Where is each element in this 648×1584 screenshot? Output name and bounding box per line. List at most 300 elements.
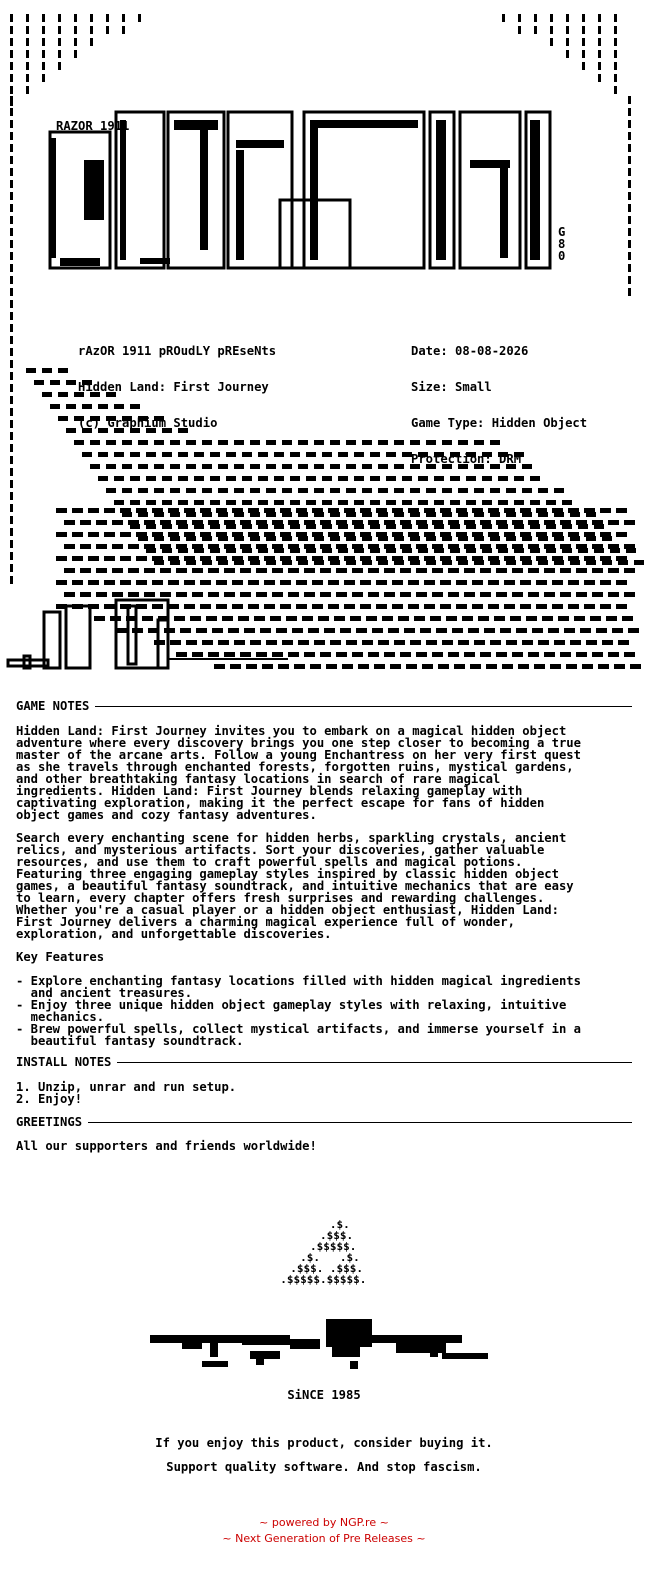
logo-block (530, 120, 540, 260)
brick-dash (160, 544, 171, 549)
brick-dash (112, 520, 123, 525)
left-border-dashes (10, 336, 13, 344)
brick-dash (464, 544, 475, 549)
brick-dash (88, 580, 99, 585)
brick-dash (600, 556, 611, 561)
brick-dash (320, 592, 331, 597)
game-notes-paragraph-1: Hidden Land: First Journey invites you to embark on a magical hidden object adventure where every discovery brings you one step closer to becoming a true master of the arcane arts. Follow a young Enchantress on her very first quest as she travels through enchanted forests, forgotten ruins, mystical gardens, and other breathtaking fantasy locations in search of rare magical ingredients. Hidden Land: First Journey blends relaxing gameplay with captivating exploration, making it the perfect escape for fans of hidden object games and cozy fantasy adventures. (16, 724, 581, 822)
brick-dash (464, 568, 475, 573)
brick-dash (190, 616, 201, 621)
top-right-stair (598, 38, 601, 46)
brick-dash (128, 544, 139, 549)
brick-dash (518, 664, 529, 669)
install-steps: 1. Unzip, unrar and run setup. 2. Enjoy! (16, 1080, 237, 1106)
terrain-dash (314, 440, 324, 445)
brick-dash (410, 640, 421, 645)
logo-block (50, 138, 56, 258)
brick-dash (400, 520, 411, 525)
brick-dash (336, 652, 347, 657)
top-left-stair (42, 50, 45, 58)
brick-dash (608, 652, 619, 657)
brick-dash (552, 604, 563, 609)
brick-dash (160, 592, 171, 597)
top-right-stair (582, 62, 585, 70)
razor-footer-logo (150, 1317, 492, 1371)
brick-dash (598, 664, 609, 669)
buy-line: If you enjoy this product, consider buying it. (155, 1436, 493, 1450)
brick-dash (206, 616, 217, 621)
brick-dash (240, 568, 251, 573)
brick-dash (416, 568, 427, 573)
brick-dash (392, 508, 403, 513)
brick-dash (456, 580, 467, 585)
brick-dash (392, 556, 403, 561)
left-border-dashes (10, 204, 13, 212)
left-border-dashes (10, 528, 13, 536)
brick-dash (542, 616, 553, 621)
brick-dash (366, 616, 377, 621)
brick-dash (360, 508, 371, 513)
brick-dash (528, 520, 539, 525)
left-border-dashes (10, 348, 13, 356)
logo-block (200, 130, 208, 250)
brick-dash (368, 592, 379, 597)
brick-dash (208, 544, 219, 549)
top-right-stair (518, 14, 521, 22)
top-left-stair (42, 38, 45, 46)
brick-dash (260, 628, 271, 633)
top-left-stair (42, 14, 45, 22)
divider (117, 1062, 632, 1063)
brick-dash (408, 604, 419, 609)
brick-dash (622, 616, 633, 621)
top-right-stair (534, 14, 537, 22)
brick-dash (104, 508, 115, 513)
brick-dash (510, 616, 521, 621)
brick-dash (612, 628, 623, 633)
terrain-dash (106, 488, 116, 493)
brick-dash (584, 556, 595, 561)
install-notes-heading (16, 1055, 632, 1069)
terrain-dash (170, 488, 180, 493)
brick-dash (120, 508, 131, 513)
logo-block (470, 160, 510, 168)
left-border-dashes (10, 144, 13, 152)
brick-dash (424, 532, 435, 537)
brick-dash (296, 508, 307, 513)
brick-dash (424, 604, 435, 609)
since-line: SiNCE 1985 (287, 1388, 361, 1402)
brick-dash (96, 568, 107, 573)
brick-dash (534, 664, 545, 669)
brick-dash (608, 544, 619, 549)
brick-dash (180, 628, 191, 633)
brick-dash (184, 556, 195, 561)
brick-dash (152, 532, 163, 537)
terrain-dash (634, 560, 644, 565)
brick-dash (576, 544, 587, 549)
terrain-dash (418, 500, 428, 505)
top-left-stair (26, 74, 29, 82)
terrain-dash (202, 488, 212, 493)
brick-dash (376, 532, 387, 537)
brick-dash (262, 664, 273, 669)
brick-dash (404, 628, 415, 633)
left-border-dashes (10, 492, 13, 500)
brick-dash (552, 508, 563, 513)
logo-block (500, 168, 508, 258)
top-left-stair (90, 26, 93, 34)
brick-dash (256, 520, 267, 525)
left-border-dashes (10, 372, 13, 380)
ngp-tagline: ~ Next Generation of Pre Releases ~ (222, 1532, 426, 1545)
brick-dash (328, 580, 339, 585)
right-border-dashes (628, 252, 631, 260)
brick-dash (426, 640, 437, 645)
brick-dash (552, 580, 563, 585)
terrain-dash (370, 452, 380, 457)
terrain-dash (122, 464, 132, 469)
left-border-dashes (10, 360, 13, 368)
top-right-stair (614, 14, 617, 22)
terrain-dash (130, 452, 140, 457)
brick-dash (432, 592, 443, 597)
terrain-dash (90, 464, 100, 469)
brick-dash (446, 616, 457, 621)
brick-dash (230, 664, 241, 669)
brick-dash (436, 628, 447, 633)
left-border-dashes (10, 384, 13, 392)
brick-dash (408, 580, 419, 585)
brick-dash (584, 532, 595, 537)
top-left-stair (10, 74, 13, 82)
brick-dash (264, 580, 275, 585)
top-right-stair (614, 38, 617, 46)
brick-dash (576, 592, 587, 597)
terrain-dash (442, 488, 452, 493)
left-border-dashes (10, 192, 13, 200)
right-border-dashes (628, 264, 631, 272)
brick-dash (360, 532, 371, 537)
brick-dash (246, 664, 257, 669)
brick-dash (232, 580, 243, 585)
brick-dash (336, 544, 347, 549)
terrain-dash (146, 452, 156, 457)
brick-dash (346, 640, 357, 645)
brick-dash (304, 592, 315, 597)
top-right-stair (598, 74, 601, 82)
left-border-dashes (10, 420, 13, 428)
brick-dash (304, 520, 315, 525)
brick-dash (536, 580, 547, 585)
brick-dash (216, 604, 227, 609)
top-left-stair (58, 38, 61, 46)
brick-dash (592, 544, 603, 549)
terrain-dash (434, 500, 444, 505)
logo-block (236, 150, 244, 260)
brick-dash (330, 640, 341, 645)
brick-dash (616, 604, 627, 609)
brick-dash (144, 568, 155, 573)
terrain-dash (306, 452, 316, 457)
left-border-dashes (10, 324, 13, 332)
brick-dash (438, 664, 449, 669)
terrain-dash (138, 464, 148, 469)
left-border-dashes (10, 180, 13, 188)
brick-dash (288, 568, 299, 573)
terrain-dash (386, 452, 396, 457)
terrain-dash (58, 416, 68, 421)
right-border-dashes (628, 168, 631, 176)
left-border-dashes (10, 396, 13, 404)
brick-dash (432, 652, 443, 657)
brick-dash (296, 556, 307, 561)
brick-dash (104, 604, 115, 609)
brick-dash (312, 532, 323, 537)
brick-dash (590, 616, 601, 621)
terrain-dash (482, 500, 492, 505)
release-info-block (411, 321, 587, 477)
right-border-dashes (628, 240, 631, 248)
brick-dash (400, 568, 411, 573)
right-border-dashes (628, 108, 631, 116)
brick-dash (376, 580, 387, 585)
logo-outline (168, 112, 224, 268)
terrain-dash (234, 488, 244, 493)
left-border-dashes (10, 540, 13, 548)
terrain-dash (490, 488, 500, 493)
brick-dash (480, 544, 491, 549)
brick-dash (614, 664, 625, 669)
top-left-stair (58, 14, 61, 22)
brick-dash (496, 520, 507, 525)
brick-dash (568, 580, 579, 585)
top-left-stair (10, 38, 13, 46)
terrain-dash (258, 476, 268, 481)
brick-dash (202, 640, 213, 645)
left-border-dashes (10, 456, 13, 464)
footer-logo-block (242, 1335, 290, 1345)
brick-dash (520, 532, 531, 537)
group-tag: RAZOR 1911 (56, 119, 130, 133)
terrain-dash (66, 428, 76, 433)
brick-dash (560, 544, 571, 549)
brick-dash (308, 628, 319, 633)
top-left-stair (74, 14, 77, 22)
terrain-dash (114, 476, 124, 481)
brick-dash (248, 556, 259, 561)
brick-dash (88, 556, 99, 561)
terrain-dash (210, 476, 220, 481)
brick-dash (184, 604, 195, 609)
brick-dash (394, 640, 405, 645)
footer-logo-block (150, 1335, 242, 1343)
terrain-dash (386, 500, 396, 505)
terrain-dash (362, 440, 372, 445)
brick-dash (458, 640, 469, 645)
terrain-dash (554, 488, 564, 493)
brick-dash (72, 556, 83, 561)
brick-dash (192, 652, 203, 657)
terrain-dash (274, 476, 284, 481)
top-left-stair (26, 26, 29, 34)
brick-dash (582, 664, 593, 669)
logo-outline (304, 112, 424, 268)
footer-logo-block (332, 1347, 360, 1357)
left-border-dashes (10, 276, 13, 284)
brick-dash (496, 652, 507, 657)
terrain-dash (322, 476, 332, 481)
top-left-stair (10, 50, 13, 58)
brick-dash (464, 592, 475, 597)
terrain-dash (282, 488, 292, 493)
brick-dash (360, 580, 371, 585)
terrain-dash (298, 464, 308, 469)
brick-dash (392, 604, 403, 609)
right-border-dashes (628, 144, 631, 152)
brick-dash (488, 556, 499, 561)
brick-dash (224, 568, 235, 573)
brick-dash (502, 664, 513, 669)
left-border-dashes (10, 564, 13, 572)
top-right-stair (598, 50, 601, 58)
brick-dash (440, 604, 451, 609)
terrain-dash (154, 488, 164, 493)
brick-dash (168, 556, 179, 561)
brick-dash (480, 592, 491, 597)
brick-dash (456, 556, 467, 561)
brick-dash (472, 532, 483, 537)
brick-dash (192, 568, 203, 573)
brick-dash (462, 616, 473, 621)
brick-dash (208, 592, 219, 597)
brick-dash (112, 568, 123, 573)
brick-dash (408, 556, 419, 561)
brick-dash (176, 568, 187, 573)
brick-dash (240, 520, 251, 525)
brick-dash (344, 532, 355, 537)
right-border-dashes (628, 276, 631, 284)
brick-dash (256, 544, 267, 549)
brick-dash (488, 604, 499, 609)
brick-dash (320, 520, 331, 525)
brick-dash (176, 544, 187, 549)
brick-dash (488, 532, 499, 537)
terrain-dash (298, 488, 308, 493)
brick-dash (64, 520, 75, 525)
brick-dash (56, 508, 67, 513)
footer-logo-block (202, 1361, 228, 1367)
terrain-dash (322, 452, 332, 457)
terrain-dash (250, 488, 260, 493)
top-left-stair (106, 14, 109, 22)
top-left-stair (26, 38, 29, 46)
right-border-dashes (628, 288, 631, 296)
footer-logo-block (326, 1319, 372, 1347)
top-left-stair (122, 14, 125, 22)
brick-dash (340, 628, 351, 633)
brick-dash (384, 568, 395, 573)
left-border-dashes (10, 240, 13, 248)
brick-dash (448, 568, 459, 573)
terrain-dash (322, 500, 332, 505)
top-right-stair (582, 14, 585, 22)
brick-dash (456, 604, 467, 609)
brick-dash (224, 592, 235, 597)
brick-dash (240, 544, 251, 549)
brick-dash (328, 508, 339, 513)
brick-dash (208, 652, 219, 657)
brick-dash (606, 616, 617, 621)
terrain-dash (338, 452, 348, 457)
right-border-dashes (628, 156, 631, 164)
brick-dash (314, 640, 325, 645)
greetings-heading (16, 1115, 632, 1129)
brick-dash (344, 508, 355, 513)
terrain-dash (42, 392, 52, 397)
brick-dash (104, 580, 115, 585)
brick-dash (536, 604, 547, 609)
brick-dash (72, 532, 83, 537)
brick-dash (104, 532, 115, 537)
brick-dash (416, 520, 427, 525)
top-left-stair (58, 26, 61, 34)
top-right-stair (582, 50, 585, 58)
terrain-dash (330, 464, 340, 469)
brick-dash (288, 544, 299, 549)
greetings-text: All our supporters and friends worldwide! (16, 1139, 317, 1153)
brick-dash (430, 616, 441, 621)
top-right-stair (566, 14, 569, 22)
brick-dash (136, 580, 147, 585)
brick-dash (602, 640, 613, 645)
brick-dash (504, 604, 515, 609)
brick-dash (272, 568, 283, 573)
terrain-dash (314, 464, 324, 469)
top-right-stair (566, 50, 569, 58)
brick-dash (374, 664, 385, 669)
brick-dash (422, 664, 433, 669)
brick-dash (400, 544, 411, 549)
left-border-dashes (10, 156, 13, 164)
top-left-stair (106, 26, 109, 34)
brick-dash (464, 652, 475, 657)
brick-dash (512, 544, 523, 549)
info-date: Date: 08-08-2026 (411, 344, 529, 358)
footer-logo-block (350, 1361, 358, 1369)
terrain-dash (394, 440, 404, 445)
terrain-dash (354, 500, 364, 505)
logo-block (140, 258, 170, 264)
brick-dash (576, 652, 587, 657)
brick-dash (344, 580, 355, 585)
brick-dash (592, 520, 603, 525)
top-left-stair (74, 38, 77, 46)
brick-dash (238, 616, 249, 621)
brick-dash (286, 616, 297, 621)
brick-dash (224, 652, 235, 657)
maze-glyph (8, 660, 48, 666)
brick-dash (442, 640, 453, 645)
left-border-dashes (10, 216, 13, 224)
terrain-dash (362, 488, 372, 493)
top-left-stair (42, 62, 45, 70)
brick-dash (176, 652, 187, 657)
brick-dash (356, 628, 367, 633)
brick-dash (170, 640, 181, 645)
brick-dash (536, 556, 547, 561)
brick-dash (372, 628, 383, 633)
